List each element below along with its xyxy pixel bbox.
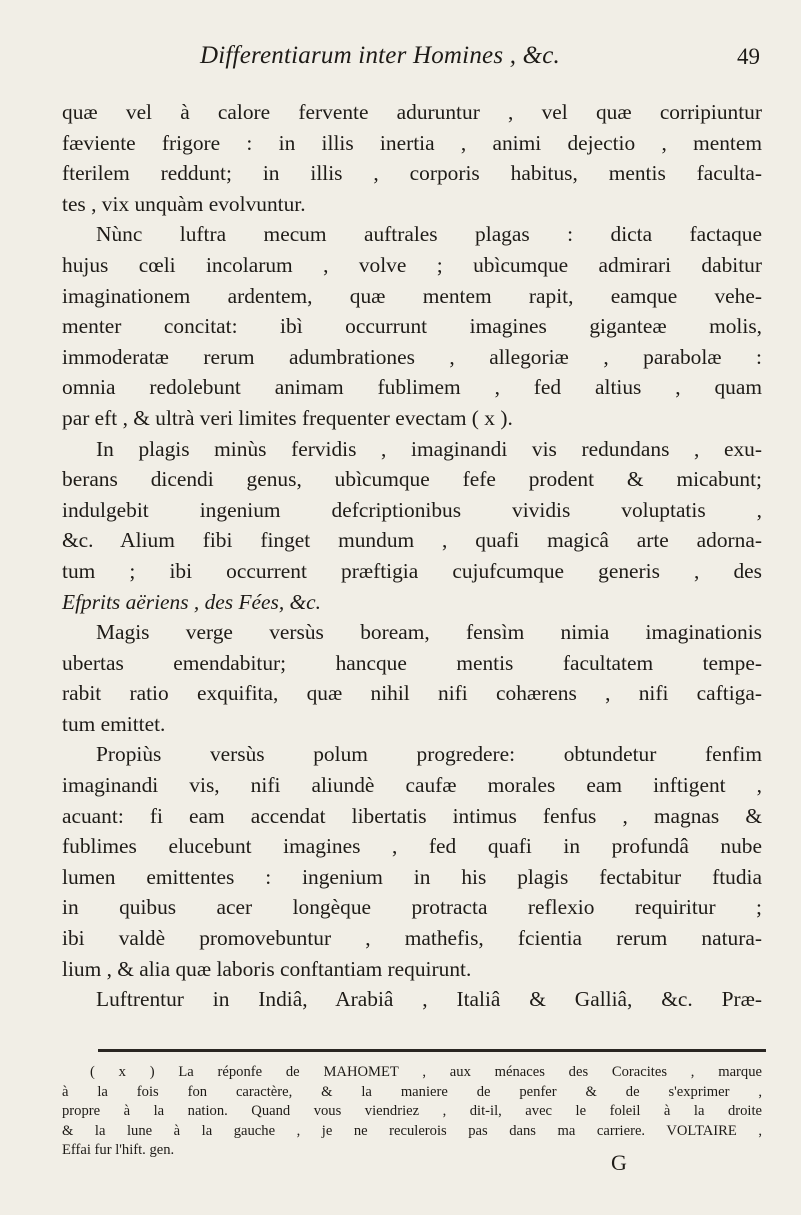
- text-line: Magis verge versùs boream, fensìm nimia imaginationis: [96, 620, 762, 645]
- footnote-line: propre à la nation. Quand vous viendriez , dit-il, avec le foleil à la droite: [62, 1103, 762, 1119]
- text-line: imaginandi vis, nifi aliundè caufæ morales eam inftigent ,: [62, 773, 762, 798]
- text-line: tes , vix unquàm evolvuntur.: [62, 191, 306, 216]
- text-line: lium , & alia quæ laboris conftantiam requirunt.: [62, 956, 472, 981]
- text-line: imaginationem ardentem, quæ mentem rapit, eamque vehe-: [62, 283, 762, 308]
- page-number: 49: [737, 44, 760, 69]
- text-line: ibi valdè promovebuntur , mathefis, fcientia rerum natura-: [62, 926, 762, 951]
- page-header: [200, 38, 760, 78]
- text-line: Nùnc luftra mecum auftrales plagas : dicta factaque: [96, 222, 762, 247]
- text-line: quæ vel à calore fervente aduruntur , vel quæ corripiuntur: [62, 100, 762, 124]
- footnote-divider: [98, 1049, 766, 1052]
- text-line: tum ; ibi occurrent præftigia cujufcumque generis , des: [62, 558, 762, 583]
- text-line: Propiùs versùs polum progredere: obtundetur fenfim: [96, 742, 762, 767]
- text-line: tum emittet.: [62, 711, 166, 736]
- text-line: immoderatæ rerum adumbrationes , allegoriæ , parabolæ :: [62, 344, 762, 369]
- text-line: omnia redolebunt animam fublimem , fed altius , quam: [62, 375, 762, 400]
- text-line: Efprits aëriens , des Fées, &c.: [62, 589, 322, 614]
- footnote: [62, 1063, 762, 1161]
- text-line: fterilem reddunt; in illis , corporis habitus, mentis faculta-: [62, 161, 762, 186]
- text-line: hujus cœli incolarum , volve ; ubìcumque admirari dabitur: [62, 252, 762, 277]
- text-line: fublimes elucebunt imagines , fed quafi in profundâ nube: [62, 834, 762, 859]
- main-text: [62, 97, 762, 1015]
- footnote-line: Effai fur l'hift. gen.: [62, 1142, 175, 1158]
- footnote-line: ( x ) La réponfe de MAHOMET , aux ménaces des Coracites , marque: [90, 1064, 762, 1080]
- text-line: in quibus acer longèque protracta reflexio requiritur ;: [62, 895, 762, 920]
- footnote-line: à la fois fon caractère, & la maniere de penfer & de s'exprimer ,: [62, 1083, 762, 1100]
- text-line: berans dicendi genus, ubìcumque fefe prodent & micabunt;: [62, 467, 762, 492]
- text-line: menter concitat: ibì occurrunt imagines giganteæ molis,: [62, 314, 762, 339]
- text-line: indulgebit ingenium defcriptionibus vividis voluptatis ,: [62, 497, 762, 522]
- footnote-line: & la lune à la gauche , je ne reculerois pas dans ma carriere. VOLTAIRE ,: [62, 1122, 762, 1139]
- text-line: Luftrentur in Indiâ, Arabiâ , Italiâ & Galliâ, &c. Præ-: [96, 987, 762, 1012]
- text-line: acuant: fi eam accendat libertatis intimus fenfus , magnas &: [62, 803, 762, 828]
- text-line: par eft , & ultrà veri limites frequenter evectam ( x ).: [62, 405, 513, 430]
- text-line: In plagis minùs fervidis , imaginandi vis redundans , exu-: [96, 436, 762, 461]
- running-title: Differentiarum inter Homines , &c.: [200, 42, 560, 69]
- text-line: fæviente frigore : in illis inertia , animi dejectio , mentem: [62, 130, 762, 155]
- text-line: ubertas emendabitur; hancque mentis facultatem tempe-: [62, 650, 762, 675]
- text-line: &c. Alium fibi finget mundum , quafi magicâ arte adorna-: [62, 528, 762, 553]
- text-line: rabit ratio exquifita, quæ nihil nifi cohærens , nifi caftiga-: [62, 681, 762, 706]
- signature-mark: G: [611, 1150, 627, 1175]
- text-line: lumen emittentes : ingenium in his plagis fectabitur ftudia: [62, 864, 762, 889]
